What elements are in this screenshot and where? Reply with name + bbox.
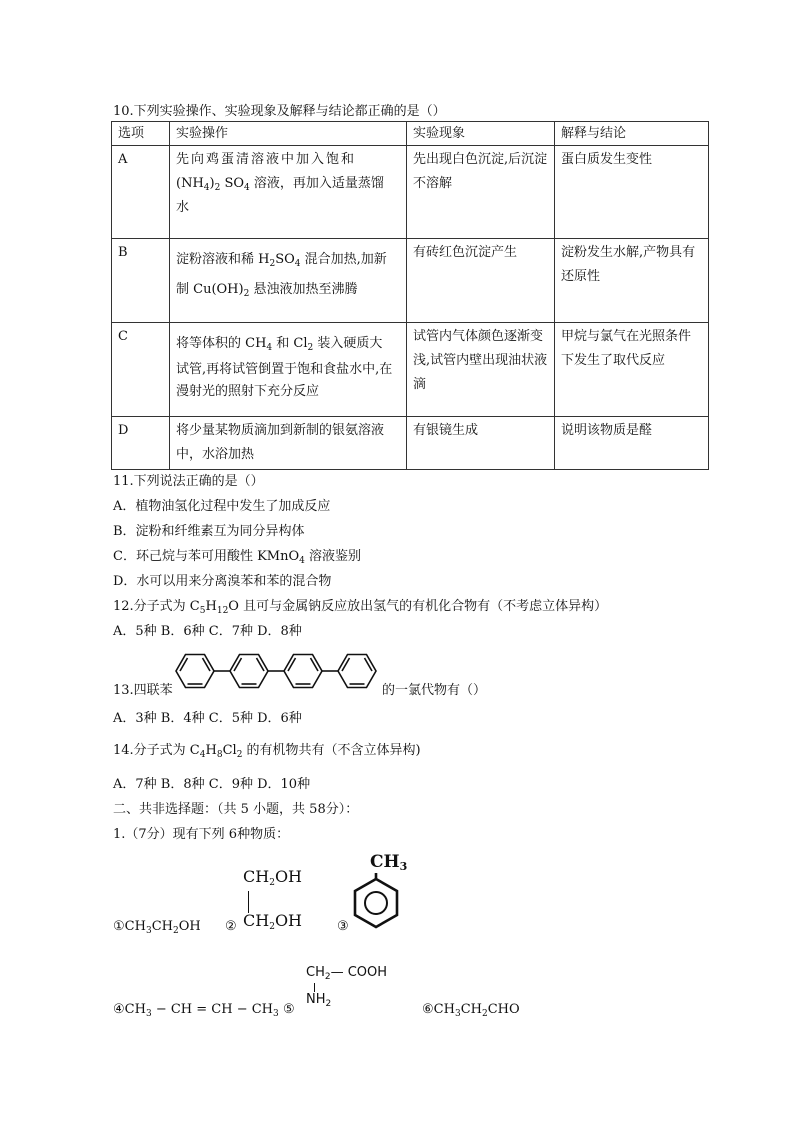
- substance-3-number: ③: [337, 919, 349, 934]
- substance-5-amine: $NH_2$: [306, 992, 332, 1009]
- row-option: D: [112, 417, 170, 470]
- experiment-table: [111, 121, 709, 470]
- substance-2-bottom: $CH_2OH$: [243, 911, 303, 932]
- substance-6: $⑥CH_3CH_2CHO$: [422, 1002, 520, 1019]
- row-operation: 淀粉溶液和稀 $H_2SO_4$ 混合加热,加新 制 $Cu(OH)_2$ 悬浊液加热至沸腾: [170, 239, 407, 323]
- table-header: 实验现象: [407, 122, 555, 146]
- table-header: 解释与结论: [555, 122, 709, 146]
- row-phenomenon: 有银镜生成: [407, 417, 555, 470]
- row-option: A: [112, 146, 170, 239]
- substance-3-methyl: $CH_3$: [370, 852, 408, 873]
- table-header: 实验操作: [170, 122, 407, 146]
- row-conclusion: 说明该物质是醛: [555, 417, 709, 470]
- question-10-title: 10.下列实验操作、实验现象及解释与结论都正确的是（）: [113, 104, 446, 119]
- question-12-stem: 12.分子式为 $C_5H_{12}O$ 且可与金属钠反应放出氢气的有机化合物有（不考虑立体异构）: [113, 599, 608, 616]
- question-11-option-b: B．淀粉和纤维素互为同分异构体: [113, 524, 305, 539]
- question-13-stem-pre: 13.四联苯: [113, 683, 173, 698]
- substance-2-bond: [248, 891, 249, 913]
- row-operation: 将少量某物质滴加到新制的银氨溶液中，水浴加热: [170, 417, 407, 470]
- question-14-stem: 14.分子式为 $C_4H_8Cl_2$ 的有机物共有（不含立体异构): [113, 743, 421, 760]
- row-option: C: [112, 323, 170, 417]
- question-14-options: A．7种 B．8种 C．9种 D．10种: [113, 777, 311, 792]
- row-operation: 先向鸡蛋清溶液中加入饱和 $(NH_4)_2$ $SO_4$ 溶液，再加入适量蒸馏 水: [170, 146, 407, 239]
- row-conclusion: 甲烷与氯气在光照条件下发生了取代反应: [555, 323, 709, 417]
- substance-5-number: ⑤: [283, 1002, 295, 1017]
- problem-1-stem: 1.（7分）现有下列 6种物质：: [113, 827, 290, 842]
- row-phenomenon: 试管内气体颜色逐渐变浅,试管内壁出现油状液滴: [407, 323, 555, 417]
- substance-2-top: $CH_2OH$: [243, 867, 303, 888]
- question-11-option-d: D．水可以用来分离溴苯和苯的混合物: [113, 574, 332, 589]
- table-header-row: [112, 122, 709, 146]
- row-conclusion: 蛋白质发生变性: [555, 146, 709, 239]
- toluene-ring: [350, 873, 402, 931]
- question-12-options: A．5种 B．6种 C．7种 D．8种: [113, 624, 302, 639]
- substance-5-bond: [314, 983, 315, 992]
- substance-2-number: ②: [225, 919, 237, 934]
- substance-1: $①CH_3CH_2OH$: [113, 919, 201, 936]
- question-11-stem: 11.下列说法正确的是（）: [113, 474, 264, 489]
- table-header: 选项: [112, 122, 170, 146]
- question-11-option-c: C．环己烷与苯可用酸性 KMnO$_4$ 溶液鉴别: [113, 549, 362, 566]
- substance-4: $④CH_3$ − CH = CH − $CH_3$: [113, 1002, 279, 1019]
- quaterphenyl-structure: [172, 650, 382, 692]
- table-row: [112, 417, 709, 470]
- question-13-stem-post: 的一氯代物有（）: [382, 683, 487, 698]
- substance-5-top: $CH_2—$ COOH: [306, 965, 388, 982]
- row-phenomenon: 先出现白色沉淀,后沉淀不溶解: [407, 146, 555, 239]
- table-row: [112, 146, 709, 239]
- row-option: B: [112, 239, 170, 323]
- question-11-option-a: A．植物油氢化过程中发生了加成反应: [113, 499, 331, 514]
- section-2-heading: 二、共非选择题：（共 5 小题，共 58分）：: [113, 802, 359, 817]
- question-13-options: A．3种 B．4种 C．5种 D．6种: [113, 711, 302, 726]
- table-row: [112, 239, 709, 323]
- row-operation: 将等体积的 $CH_4$ 和 $Cl_2$ 装入硬质大 试管,再将试管倒置于饱和食盐水中,在漫射光的照射下充分反应: [170, 323, 407, 417]
- row-phenomenon: 有砖红色沉淀产生: [407, 239, 555, 323]
- table-row: [112, 323, 709, 417]
- row-conclusion: 淀粉发生水解,产物具有还原性: [555, 239, 709, 323]
